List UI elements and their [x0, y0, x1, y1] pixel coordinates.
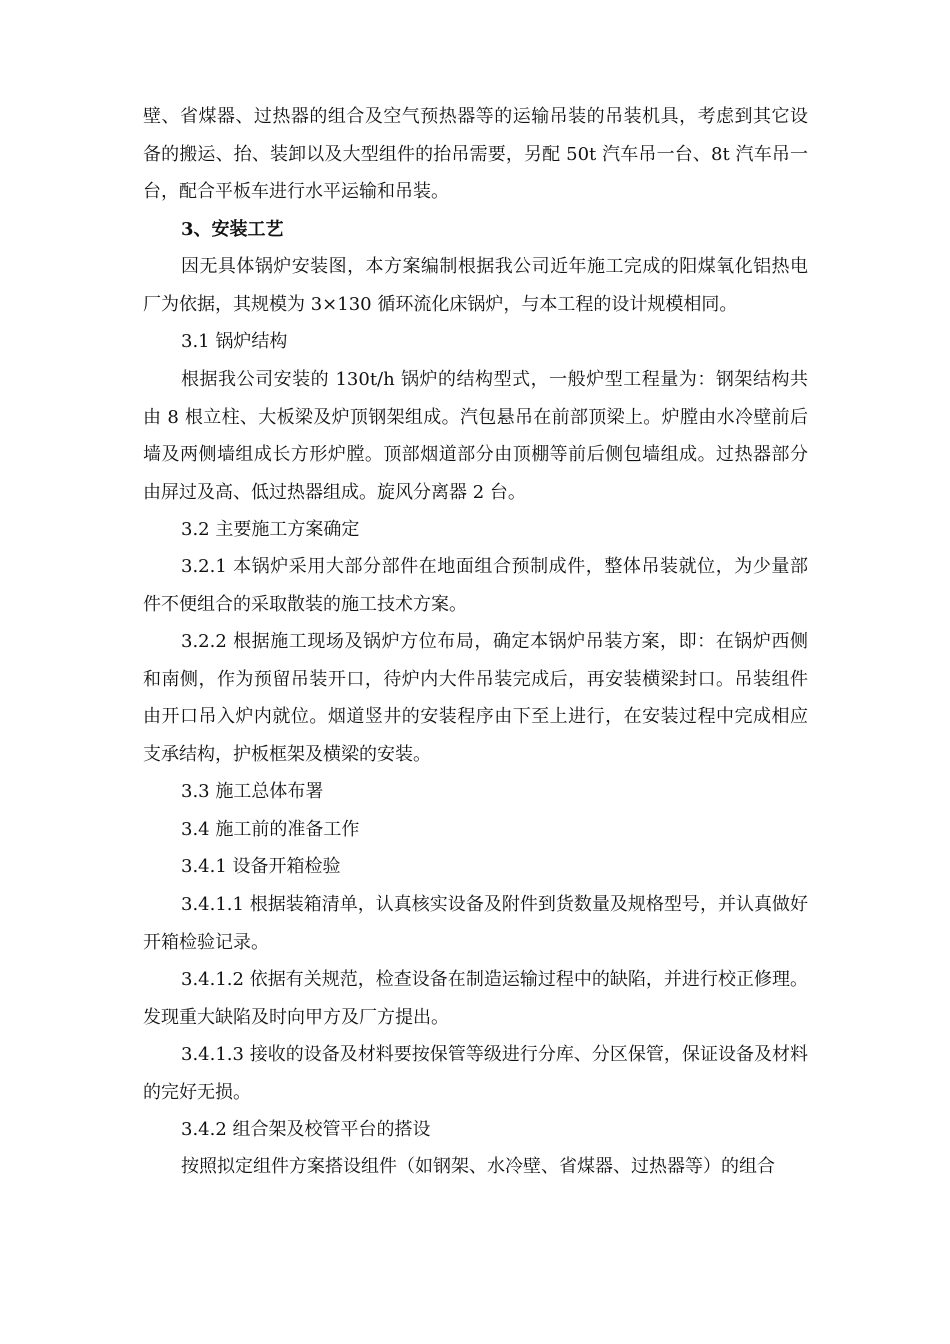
paragraph-3-2-1: 3.2.1 本锅炉采用大部分部件在地面组合预制成件，整体吊装就位，为少量部件不便组合的采取散装的施工技术方案。	[143, 556, 808, 615]
paragraph-3-4-1-3: 3.4.1.3 接收的设备及材料要按保管等级进行分库、分区保管，保证设备及材料的完好无损。	[143, 1044, 808, 1103]
subsection-heading-construction-plan: 3.2 主要施工方案确定	[181, 519, 360, 540]
paragraph-3-2-2: 3.2.2 根据施工现场及锅炉方位布局，确定本锅炉吊装方案，即：在锅炉西侧和南侧，作为预留吊装开口，待炉内大件吊装完成后，再安装横梁封口。吊装组件由开口吊入炉内就位。烟道竖井的安装程序由下至上进行，在安装过程中完成相应支承结构，护板框架及横梁的安装。	[143, 631, 808, 765]
paragraph-boiler-structure: 根据我公司安装的 130t/h 锅炉的结构型式，一般炉型工程量为：钢架结构共由 8 根立柱、大板梁及炉顶钢架组成。汽包悬吊在前部顶梁上。炉膛由水冷壁前后墙及两侧墙组成长方形炉膛。顶部烟道部分由顶棚等前后侧包墙组成。过热器部分由屏过及高、低过热器组成。旋风分离器 2 台。	[143, 369, 808, 503]
paragraph-3-4-1-1: 3.4.1.1 根据装箱清单，认真核实设备及附件到货数量及规格型号，并认真做好开箱检验记录。	[143, 894, 808, 953]
subsection-heading-preparation: 3.4 施工前的准备工作	[181, 819, 360, 840]
paragraph-lifting-equipment: 壁、省煤器、过热器的组合及空气预热器等的运输吊装的吊装机具，考虑到其它设备的搬运、抬、装卸以及大型组件的抬吊需要，另配 50t 汽车吊一台、8t 汽车吊一台，配合平板车进行水平运输和吊装。	[143, 106, 808, 202]
paragraph-3-4-1-2: 3.4.1.2 依据有关规范，检查设备在制造运输过程中的缺陷，并进行校正修理。发现重大缺陷及时向甲方及厂方提出。	[143, 969, 808, 1028]
subsection-heading-boiler-structure: 3.1 锅炉结构	[181, 331, 288, 352]
section-heading-installation-process: 3、安装工艺	[181, 219, 284, 240]
paragraph-basis: 因无具体锅炉安装图，本方案编制根据我公司近年施工完成的阳煤氧化铝热电厂为依据，其规模为 3×130 循环流化床锅炉，与本工程的设计规模相同。	[143, 256, 808, 315]
subsection-heading-deployment: 3.3 施工总体布署	[181, 781, 324, 802]
subsection-heading-assembly-platform: 3.4.2 组合架及校管平台的搭设	[181, 1119, 431, 1140]
paragraph-assembly-platform: 按照拟定组件方案搭设组件（如钢架、水冷壁、省煤器、过热器等）的组合	[181, 1156, 775, 1177]
subsection-heading-unpacking-inspection: 3.4.1 设备开箱检验	[181, 856, 341, 877]
